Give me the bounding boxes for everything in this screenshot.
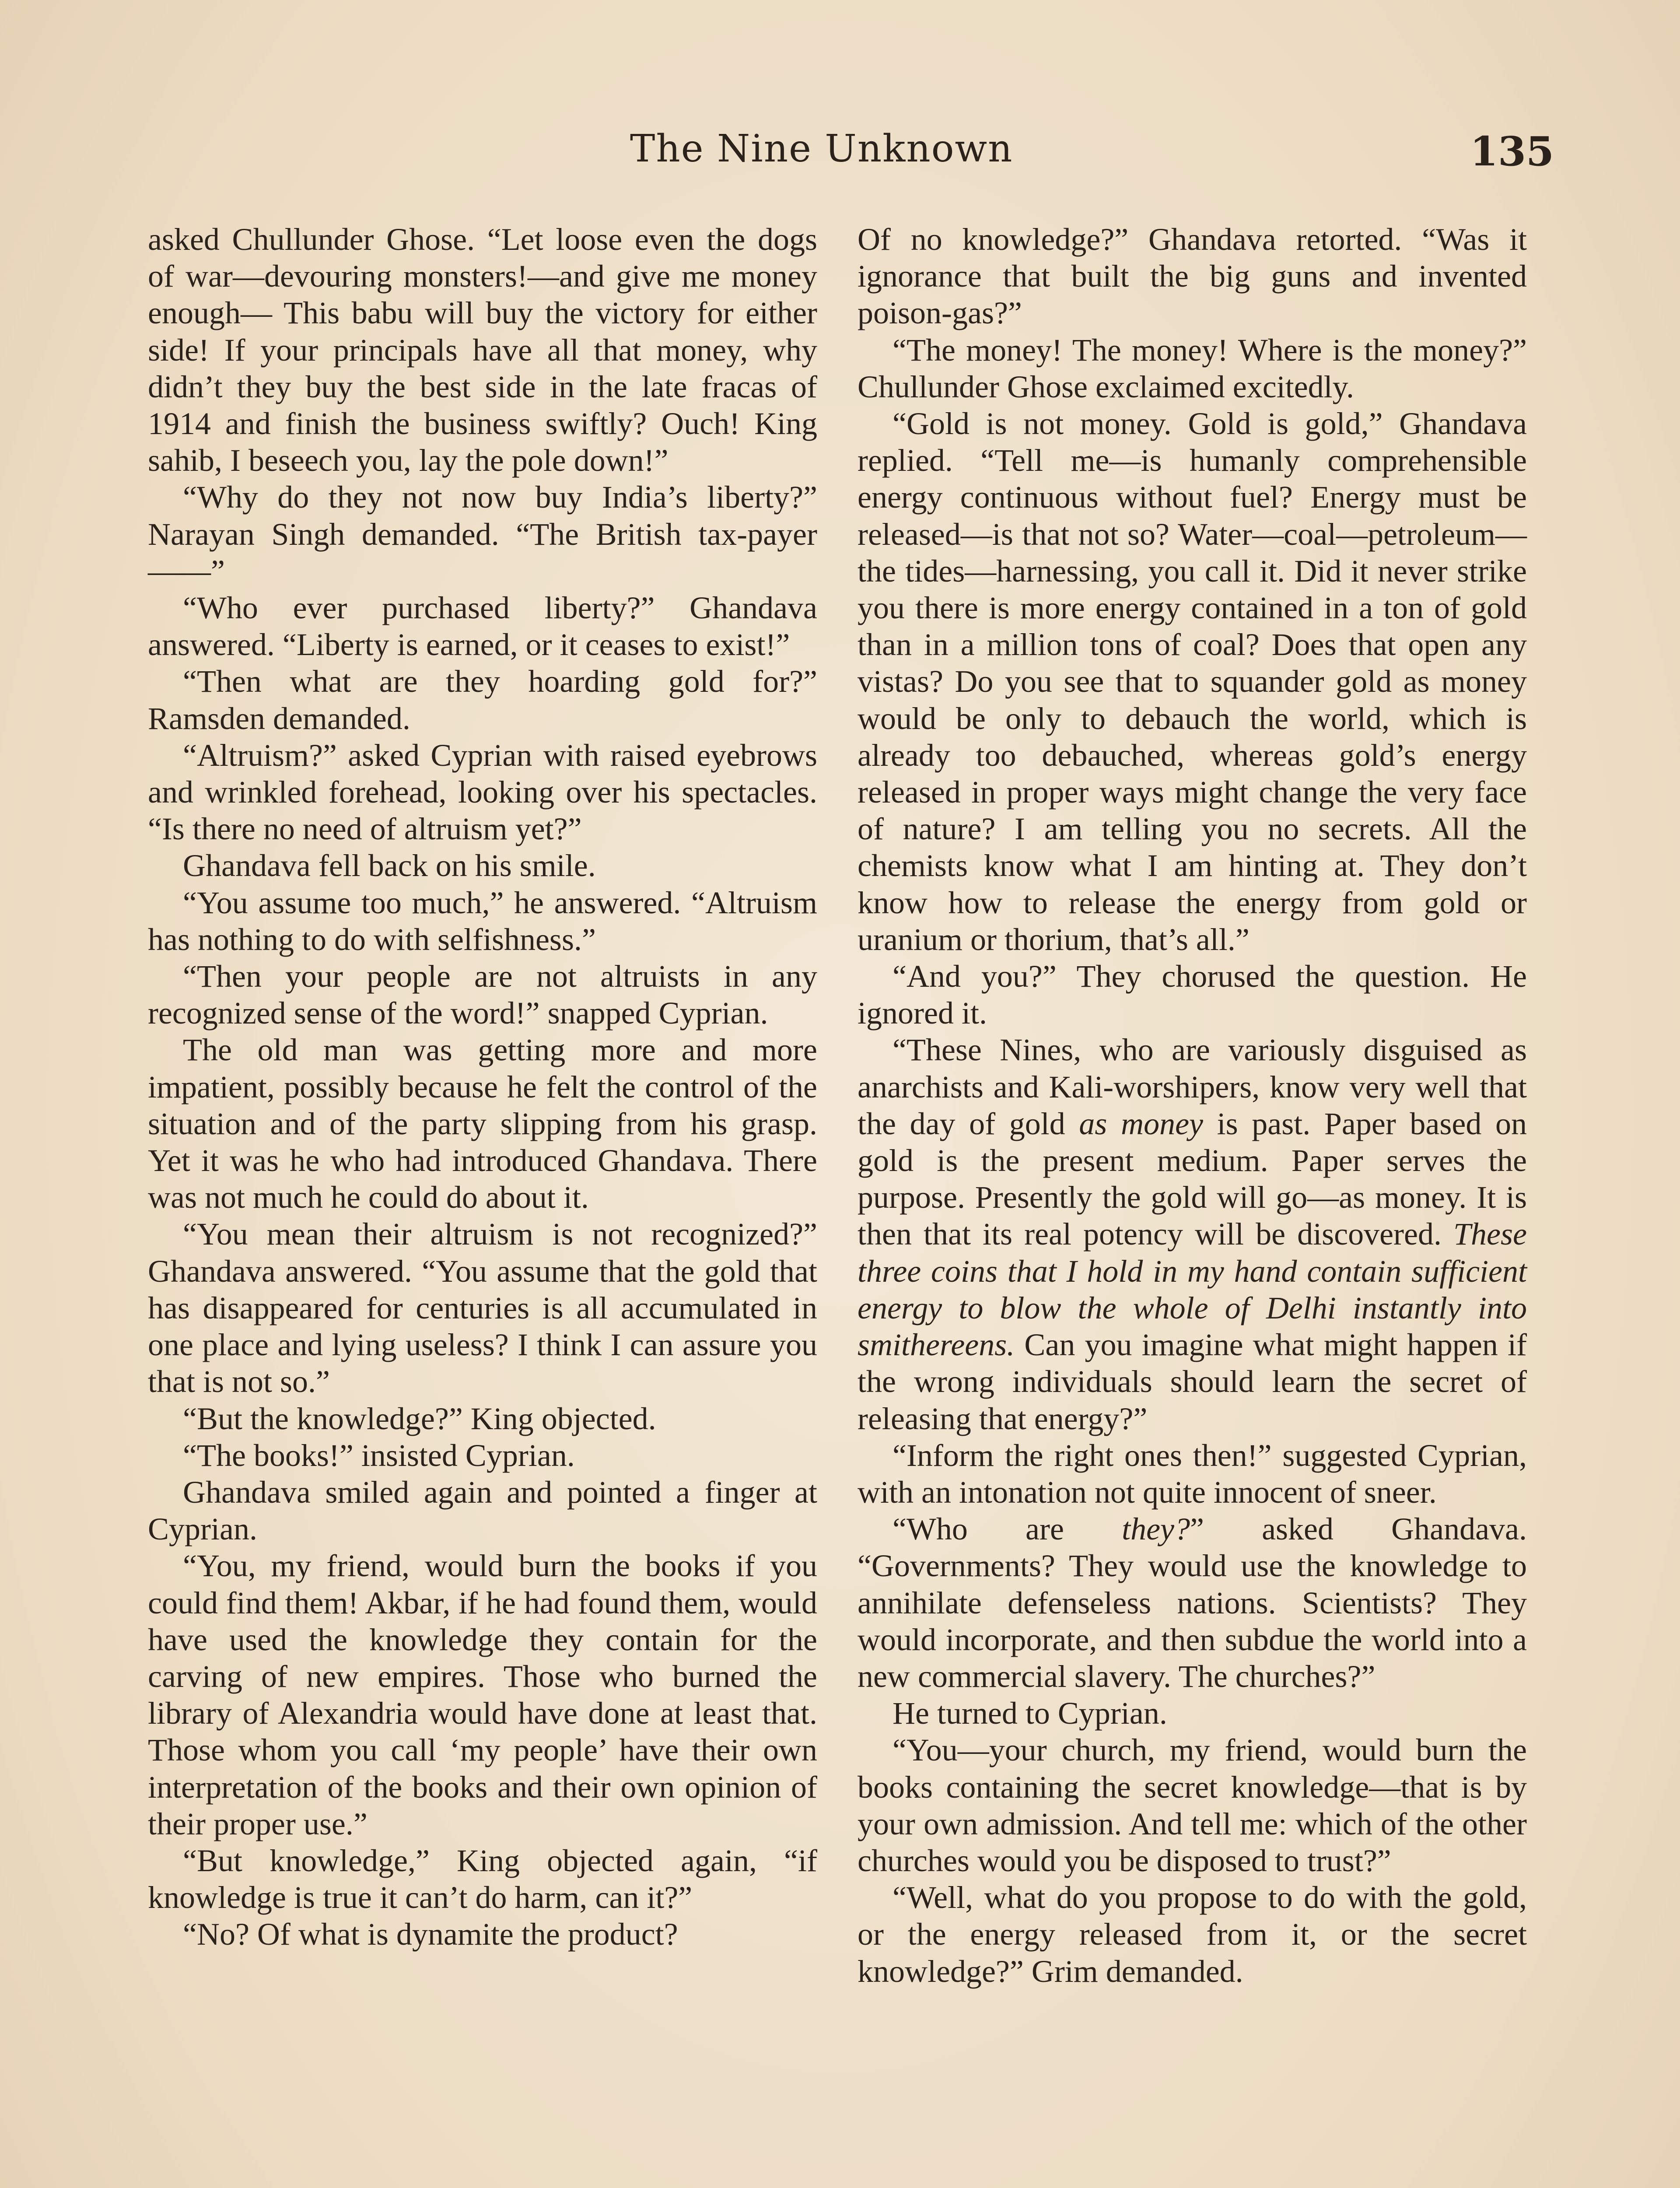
running-head: The Nine Unknown [630, 127, 1013, 171]
paragraph: “Inform the right ones then!” suggested Cyprian, with an intonation not quite innocent of sneer. [858, 1438, 1527, 1510]
paragraph: “The books!” insisted Cyprian. [183, 1438, 575, 1473]
paragraph: Of no knowledge?” Ghandava retorted. “Was it ignorance that built the big guns and invented poison-gas?” [858, 222, 1527, 331]
paragraph: “But the knowledge?” King objected. [183, 1401, 656, 1436]
italic-text: as money [1079, 1106, 1203, 1141]
paragraph: Ghandava fell back on his smile. [183, 848, 596, 884]
paragraph: asked Chullunder Ghose. “Let loose even the dogs of war—devouring monsters!—and give me money enough— This babu will buy the victory for either side! If your principals have all that money, why didn’t they buy the best side in the late fracas of 1914 and finish the business swiftly? Ouch! King sahib, I beseech you, lay the pole down!” [148, 222, 817, 478]
text-run: “Who are [892, 1511, 1122, 1547]
paragraph: “The money! The money! Where is the money?” Chullunder Ghose exclaimed excitedly. [858, 332, 1527, 404]
paragraph: “No? Of what is dynamite the product? [183, 1917, 678, 1952]
paragraph [858, 1511, 1527, 1695]
paragraph: “Who ever purchased liberty?” Ghandava answered. “Liberty is earned, or it ceases to exist!” [148, 590, 817, 663]
paragraph: “Then your people are not altruists in any recognized sense of the word!” snapped Cyprian. [148, 959, 817, 1031]
page-number: 135 [1470, 128, 1554, 175]
paragraph: “But knowledge,” King objected again, “if knowledge is true it can’t do harm, can it?” [148, 1843, 817, 1915]
text-run: “These Nines, who are variously disguised as anarchists and Kali-worshipers, know very well that the day of gold [858, 1032, 1527, 1141]
paragraph: “You—your church, my friend, would burn the books containing the secret knowledge—that is by your own admission. And tell me: which of the other churches would you be disposed to trust?” [858, 1732, 1527, 1878]
paragraph: “And you?” They chorused the question. He ignored it. [858, 959, 1527, 1031]
paragraph: “Well, what do you propose to do with the gold, or the energy released from it, or the secret knowledge?” Grim demanded. [858, 1880, 1527, 1989]
paragraph: “Why do they not now buy India’s liberty?” Narayan Singh demanded. “The British tax-payer——” [148, 480, 817, 589]
italic-text: These three coins that I hold in my hand contain sufficient energy to blow the whole of Delhi instantly into smithereens. [858, 1217, 1527, 1363]
paragraph: “You, my friend, would burn the books if you could find them! Akbar, if he had found them, would have used the knowledge they contain for the carving of new empires. Those who burned the library of Alexandria would have done at least that. Those whom you call ‘my people’ have their own interpretation of the books and their own opinion of their proper use.” [148, 1548, 817, 1841]
paragraph: “Gold is not money. Gold is gold,” Ghandava replied. “Tell me—is humanly comprehensible energy continuous without fuel? Energy must be released—is that not so? Water—coal—petroleum—the tides—harnessing, you call it. Did it never strike you there is more energy contained in a ton of gold than in a million tons of coal? Does that open any vistas? Do you see that to squander gold as money would be only to debauch the world, which is already too debauched, whereas gold’s energy released in proper ways might change the very face of nature? I am telling you no secrets. All the chemists know what I am hinting at. They don’t know how to release the energy from gold or uranium or thorium, that’s all.” [858, 406, 1527, 957]
paragraph: “You assume too much,” he answered. “Altruism has nothing to do with selfishness.” [148, 885, 817, 957]
left-column [148, 221, 817, 1953]
paragraph: “Then what are they hoarding gold for?” Ramsden demanded. [148, 664, 817, 736]
text-run: ” asked Ghandava. “Governments? They would use the knowledge to annihilate defenseless nations. Scientists? They would incorporate, and then subdue the world into a new commercial slavery. The churches?” [858, 1511, 1527, 1694]
text-run: Can you imagine what might happen if the wrong individuals should learn the secret of releasing that energy?” [858, 1327, 1527, 1436]
italic-text: they? [1122, 1511, 1190, 1547]
right-column [858, 221, 1527, 1990]
text-run: is past. Paper based on gold is the present medium. Paper serves the purpose. Presently the gold will go—as money. It is then that its real potency will be discovered. [858, 1106, 1527, 1252]
paragraph: “Altruism?” asked Cyprian with raised eyebrows and wrinkled forehead, looking over his spectacles. “Is there no need of altruism yet?” [148, 737, 817, 847]
paragraph: Ghandava smiled again and pointed a finger at Cyprian. [148, 1474, 817, 1547]
paragraph: The old man was getting more and more impatient, possibly because he felt the control of the situation and of the party slipping from his grasp. Yet it was he who had introduced Ghandava. There was not much he could do about it. [148, 1032, 817, 1215]
paragraph: “You mean their altruism is not recognized?” Ghandava answered. “You assume that the gold that has disappeared for centuries is all accumulated in one place and lying useless? I think I can assure you that is not so.” [148, 1217, 817, 1399]
paragraph [858, 1031, 1527, 1437]
paragraph: He turned to Cyprian. [892, 1696, 1167, 1731]
